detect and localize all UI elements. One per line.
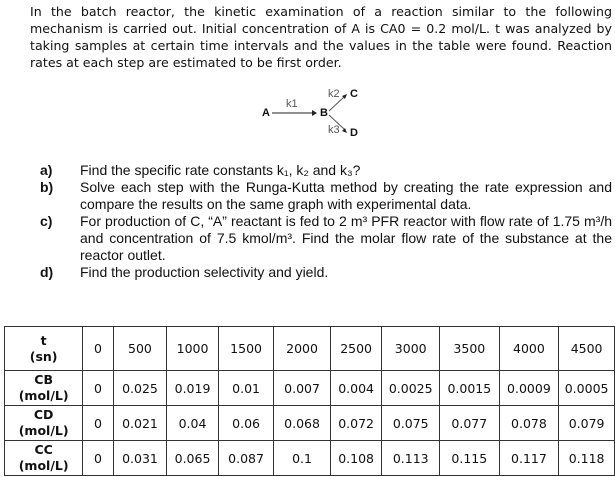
question-list — [40, 162, 612, 281]
table-cell: 0 — [83, 406, 113, 441]
table-cell: 0 — [83, 327, 113, 371]
rate-k1: k1 — [286, 98, 298, 110]
table-cell: 0 — [83, 441, 113, 476]
table-cell: 2500 — [330, 327, 382, 371]
row-unit: (mol/L) — [18, 388, 69, 403]
row-variable: CD — [33, 407, 54, 422]
table-cell: 0.0009 — [499, 371, 559, 406]
table-cell: 3000 — [382, 327, 440, 371]
table-cell: 0.077 — [440, 406, 500, 441]
row-header — [5, 441, 83, 476]
question-item — [40, 179, 612, 213]
data-table — [4, 326, 615, 476]
table-cell: 0.065 — [167, 441, 219, 476]
table-cell: 0 — [83, 371, 113, 406]
table-cell: 0.108 — [330, 441, 382, 476]
table-cell: 0.0015 — [440, 371, 500, 406]
table-cell: 0.075 — [382, 406, 440, 441]
species-b: B — [320, 107, 328, 119]
table-cell: 4000 — [499, 327, 559, 371]
rate-k3: k3 — [328, 124, 340, 136]
table-cell: 0.079 — [559, 406, 615, 441]
row-header — [5, 327, 83, 371]
row-unit: (mol/L) — [18, 423, 69, 438]
table-cell: 0.06 — [218, 406, 274, 441]
question-label: b) — [40, 179, 54, 195]
question-label: a) — [40, 162, 53, 178]
question-text: Solve each step with the Runga-Kutta method by creating the rate expression and compare the results on the same graph with experimental data. — [80, 179, 612, 212]
rate-k2: k2 — [328, 88, 340, 100]
table-cell: 0.021 — [113, 406, 167, 441]
table-cell: 0.087 — [218, 441, 274, 476]
table-cell: 0.04 — [167, 406, 219, 441]
table-cell: 0.117 — [499, 441, 559, 476]
row-variable: CC — [34, 442, 53, 457]
table-cell: 0.0025 — [382, 371, 440, 406]
question-text: Find the production selectivity and yield. — [80, 264, 329, 280]
row-variable: CB — [34, 372, 53, 387]
table-row — [5, 441, 615, 476]
table-cell: 500 — [113, 327, 167, 371]
table-cell: 0.004 — [330, 371, 382, 406]
row-unit: (sn) — [29, 348, 58, 364]
table-cell: 1500 — [218, 327, 274, 371]
table-cell: 0.078 — [499, 406, 559, 441]
question-text: Find the specific rate constants k₁, k₂ and k₃? — [80, 162, 361, 178]
problem-statement: In the batch reactor, the kinetic examination of a reaction similar to the following mechanism is carried out. Initial concentration of A is CA0 = 0.2 mol/L. t was analyzed by taking samples at certain time intervals and the values in the table were found. Reaction rates at each step are estimated to be first order. — [30, 4, 612, 70]
table-row — [5, 327, 615, 371]
species-c: C — [350, 88, 358, 100]
table-row — [5, 406, 615, 441]
table-cell: 0.118 — [559, 441, 615, 476]
table-cell: 2000 — [274, 327, 330, 371]
species-d: D — [350, 127, 358, 139]
table-cell: 0.068 — [274, 406, 330, 441]
question-label: d) — [40, 264, 54, 280]
table-cell: 0.115 — [440, 441, 500, 476]
row-unit: (mol/L) — [18, 458, 69, 473]
table-cell: 0.0005 — [559, 371, 615, 406]
reaction-scheme — [262, 86, 372, 141]
question-label: c) — [40, 213, 53, 229]
row-variable: t — [40, 332, 47, 348]
table-cell: 0.031 — [113, 441, 167, 476]
table-cell: 0.019 — [167, 371, 219, 406]
table-cell: 4500 — [559, 327, 615, 371]
question-text: For production of C, “A” reactant is fed to 2 m³ PFR reactor with flow rate of 1.75 m³/h and concentration of 7.5 kmol/m³. Find the molar flow rate of the substance at the reactor outlet. — [80, 213, 612, 263]
table-cell: 1000 — [167, 327, 219, 371]
table-cell: 0.025 — [113, 371, 167, 406]
table-row — [5, 371, 615, 406]
question-item — [40, 264, 612, 281]
table-cell: 3500 — [440, 327, 500, 371]
row-header — [5, 371, 83, 406]
table-cell: 0.072 — [330, 406, 382, 441]
question-item — [40, 213, 612, 264]
row-header — [5, 406, 83, 441]
species-a: A — [262, 107, 270, 119]
question-item — [40, 162, 612, 179]
table-cell: 0.01 — [218, 371, 274, 406]
table-cell: 0.1 — [274, 441, 330, 476]
table-cell: 0.113 — [382, 441, 440, 476]
table-cell: 0.007 — [274, 371, 330, 406]
